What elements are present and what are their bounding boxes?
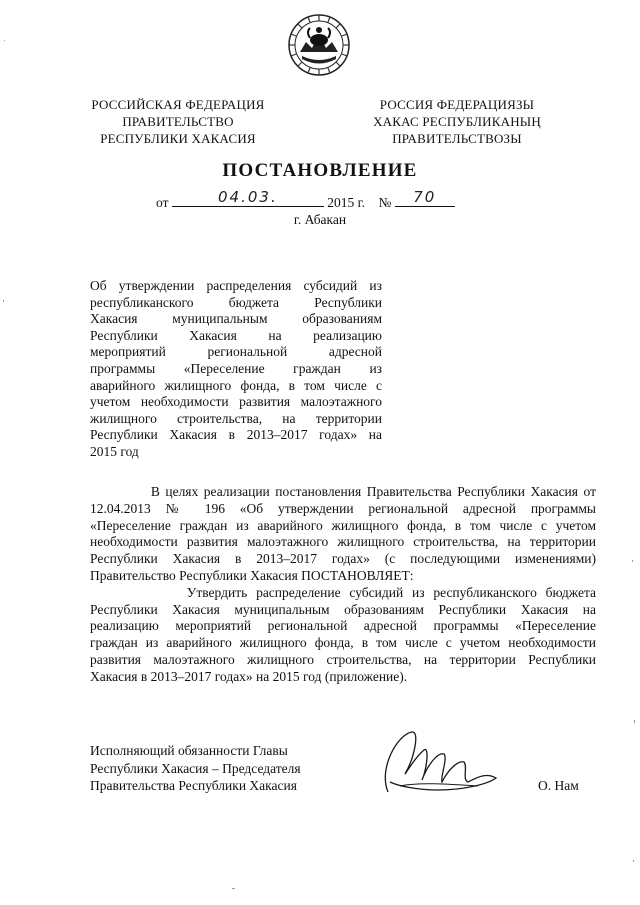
body-line: «Переселение граждан из аварийного жилищного фонда, в том числе с учетом	[90, 517, 596, 533]
signer-title-line: Исполняющий обязанности Главы	[90, 743, 288, 758]
header-right-line: РОССИЯ ФЕДЕРАЦИЯЗЫ	[379, 97, 535, 112]
scan-speck	[4, 40, 5, 41]
subject-line: жилищного строительства, на территории	[90, 410, 382, 426]
date-prefix: от	[156, 195, 169, 210]
scan-speck	[633, 860, 634, 862]
date-blank	[172, 188, 324, 207]
scan-speck	[632, 560, 633, 562]
subject-line: Республики Хакасия на реализацию	[90, 327, 382, 343]
header-right-line: ПРАВИТЕЛЬСТВОЗЫ	[392, 131, 522, 146]
handwritten-signature	[368, 728, 518, 800]
coat-of-arms-emblem	[286, 12, 352, 78]
subject-line: учетом необходимости развития малоэтажного	[90, 394, 382, 410]
scan-speck	[634, 720, 635, 723]
subject-line: аварийного жилищного фонда, в том числе с	[90, 377, 382, 393]
header-right-khakas	[352, 96, 562, 147]
subject-line: 2015 год	[90, 443, 139, 459]
document-body	[90, 484, 596, 686]
subject-line: Хакасия муниципальным образованиям	[90, 311, 382, 327]
date-handwritten: 04.03.	[218, 188, 278, 206]
subject-line: республиканского бюджета Республики	[90, 294, 382, 310]
date-number-line	[156, 188, 455, 211]
date-year: 2015 г.	[327, 195, 365, 210]
number-handwritten: 70	[413, 188, 437, 206]
number-blank	[395, 188, 455, 207]
signer-title-line: Правительства Республики Хакасия	[90, 778, 297, 793]
header-right-line: ХАКАС РЕСПУБЛИКАНЫҢ	[373, 114, 541, 129]
signer-name: О. Нам	[538, 778, 579, 793]
scan-speck	[3, 300, 4, 302]
body-line: Утвердить распределение субсидий из республиканского бюджета	[90, 584, 596, 600]
subject-line: программы «Переселение граждан из	[90, 360, 382, 376]
header-left-line: РЕСПУБЛИКИ ХАКАСИЯ	[100, 131, 256, 146]
city: г. Абакан	[293, 212, 347, 227]
body-line: Правительство Республики Хакасия ПОСТАНОВЛЯЕТ:	[90, 567, 414, 583]
body-line: реализацию мероприятий региональной адресной программы «Переселение	[90, 618, 596, 634]
subject-line: Республики Хакасия в 2013–2017 годах» на	[90, 427, 382, 443]
header-left-russian	[78, 96, 278, 147]
document-subject	[90, 278, 382, 461]
subject-line: мероприятий региональной адресной	[90, 344, 382, 360]
header-left-line: ПРАВИТЕЛЬСТВО	[122, 114, 234, 129]
number-sign: №	[378, 195, 392, 210]
signer-title-line: Республики Хакасия – Председателя	[90, 760, 301, 776]
subject-line: Об утверждении распределения субсидий из	[90, 278, 382, 293]
body-line: развития малоэтажного жилищного строительства, на территории Республики	[90, 651, 596, 667]
body-line: граждан из аварийного жилищного фонда, в том числе с учетом необходимости	[90, 635, 596, 651]
header-left-line: РОССИЙСКАЯ ФЕДЕРАЦИЯ	[91, 97, 265, 112]
body-line: Республики Хакасия в 2013–2017 годах» (с последующими изменениями)	[90, 551, 596, 567]
document-title: ПОСТАНОВЛЕНИЕ	[222, 160, 418, 181]
scan-speck	[232, 888, 235, 889]
signature-block	[90, 742, 301, 795]
body-line: 12.04.2013 № 196 «Об утверждении региональной адресной программы	[90, 500, 596, 516]
body-line: В целях реализации постановления Правительства Республики Хакасия от	[90, 484, 596, 499]
body-line: Республики Хакасия муниципальным образованиям Республики Хакасия на	[90, 601, 596, 617]
body-line: необходимости развития малоэтажного жилищного строительства, на территории	[90, 534, 596, 550]
body-line: Хакасия в 2013–2017 годах» на 2015 год (приложение).	[90, 668, 408, 684]
